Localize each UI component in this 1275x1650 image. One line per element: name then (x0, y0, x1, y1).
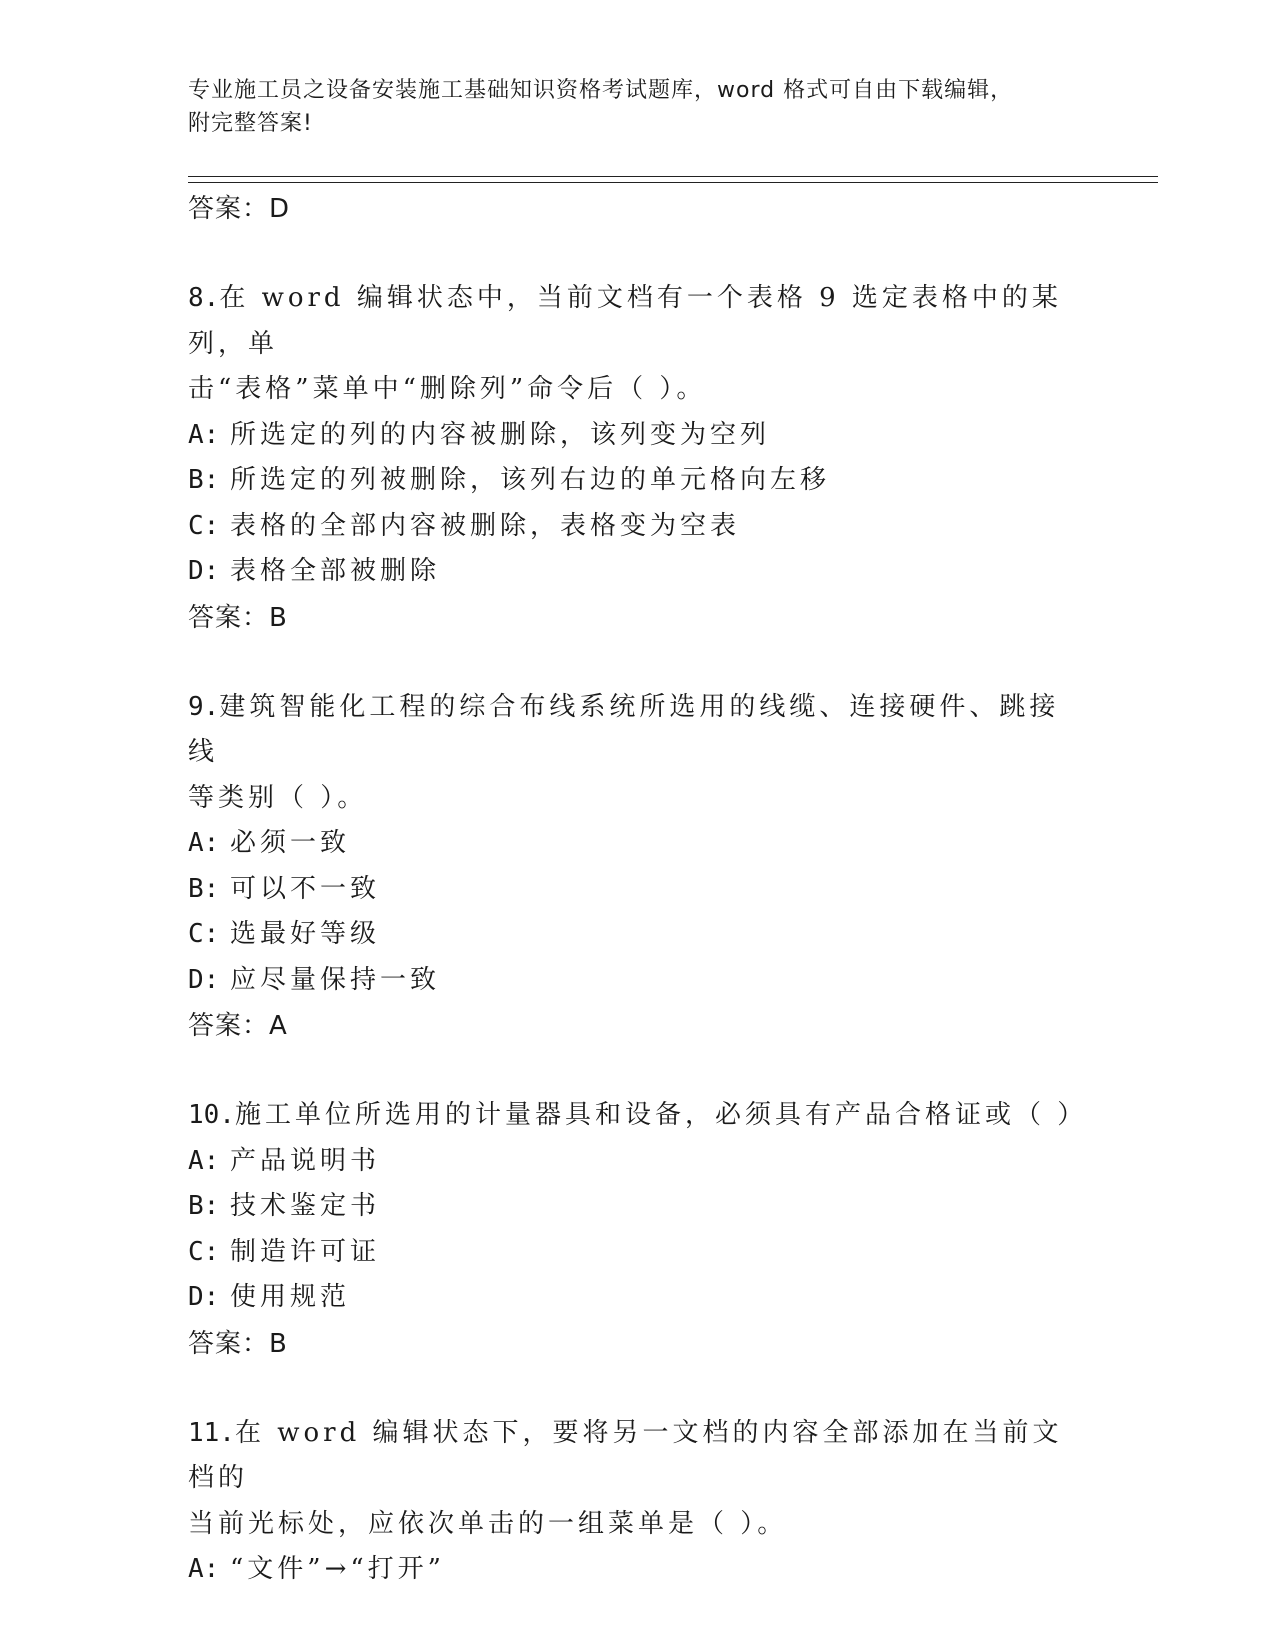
option-text: 应尽量保持一致 (230, 964, 441, 995)
option-a (188, 1547, 1088, 1593)
question-line: 击“表格”菜单中“删除列”命令后（ ）。 (188, 374, 707, 404)
header-divider-top (188, 176, 1158, 177)
option-key: C: (188, 919, 220, 949)
option-text: 表格全部被删除 (230, 556, 441, 586)
option-key: B: (188, 465, 220, 495)
answer-value: D (269, 194, 291, 224)
question-line: 等类别（ ）。 (188, 782, 368, 813)
header-line-2: 附完整答案! (188, 111, 313, 136)
answer-label: 答案： (188, 602, 270, 633)
answer-line (188, 595, 1088, 641)
answer-label: 答案： (188, 1328, 270, 1359)
option-text: 必须一致 (230, 828, 351, 858)
question-9 (188, 685, 1088, 822)
option-b (188, 458, 1088, 504)
question-8 (188, 276, 1088, 413)
answer-line (188, 1003, 1088, 1049)
question-list (188, 186, 1088, 1593)
option-d (188, 958, 1088, 1004)
question-line: 当前光标处，应依次单击的一组菜单是（ ）。 (188, 1508, 788, 1539)
option-text: 制造许可证 (230, 1236, 381, 1267)
option-key: D: (188, 556, 220, 586)
option-text: 所选定的列被删除，该列右边的单元格向左移 (230, 465, 831, 495)
header-line-1: 专业施工员之设备安装施工基础知识资格考试题库，word 格式可自由下载编辑， (188, 78, 1014, 103)
question-10 (188, 1093, 1088, 1139)
option-c (188, 1230, 1088, 1276)
question-number: 9. (188, 691, 220, 722)
option-text: 选最好等级 (230, 919, 381, 949)
option-key: B: (188, 1191, 220, 1221)
question-number: 11. (188, 1417, 235, 1448)
option-b (188, 1184, 1088, 1230)
option-text: 产品说明书 (230, 1145, 381, 1176)
option-key: A: (188, 419, 220, 450)
option-key: C: (188, 510, 220, 541)
option-a (188, 1139, 1088, 1185)
header-divider-bottom (188, 182, 1158, 183)
answer-line (188, 186, 1088, 232)
option-d (188, 549, 1088, 595)
answer-value: B (269, 1328, 288, 1359)
option-text: 可以不一致 (230, 873, 381, 904)
question-number: 8. (188, 283, 220, 313)
option-key: D: (188, 1282, 220, 1312)
option-key: A: (188, 1554, 220, 1584)
answer-line (188, 1321, 1088, 1367)
answer-label: 答案： (188, 1011, 270, 1041)
option-a (188, 821, 1088, 867)
option-c (188, 912, 1088, 958)
option-text: “文件”→“打开” (230, 1554, 445, 1584)
option-d (188, 1275, 1088, 1321)
option-key: C: (188, 1236, 220, 1267)
option-key: A: (188, 1145, 220, 1176)
option-text: 使用规范 (230, 1282, 351, 1312)
option-key: D: (188, 964, 220, 995)
option-text: 技术鉴定书 (230, 1191, 381, 1221)
question-line: 8.在 word 编辑状态中，当前文档有一个表格 9 选定表格中的某列，单 (188, 283, 1062, 359)
option-c (188, 504, 1088, 550)
option-text: 所选定的列的内容被删除，该列变为空列 (230, 419, 771, 450)
option-key: B: (188, 873, 220, 904)
option-a (188, 413, 1088, 459)
page-header (188, 74, 1088, 140)
option-key: A: (188, 828, 220, 858)
option-text: 表格的全部内容被删除，表格变为空表 (230, 510, 741, 541)
answer-label: 答案： (188, 194, 270, 224)
question-line: 9.建筑智能化工程的综合布线系统所选用的线缆、连接硬件、跳接线 (188, 691, 1060, 767)
question-11 (188, 1411, 1088, 1548)
answer-value: B (269, 602, 288, 633)
answer-value: A (269, 1011, 288, 1041)
question-number: 10. (188, 1100, 235, 1130)
option-b (188, 867, 1088, 913)
question-line: 10.施工单位所选用的计量器具和设备，必须具有产品合格证或（ ） (188, 1100, 1088, 1130)
question-line: 11.在 word 编辑状态下，要将另一文档的内容全部添加在当前文档的 (188, 1417, 1063, 1493)
